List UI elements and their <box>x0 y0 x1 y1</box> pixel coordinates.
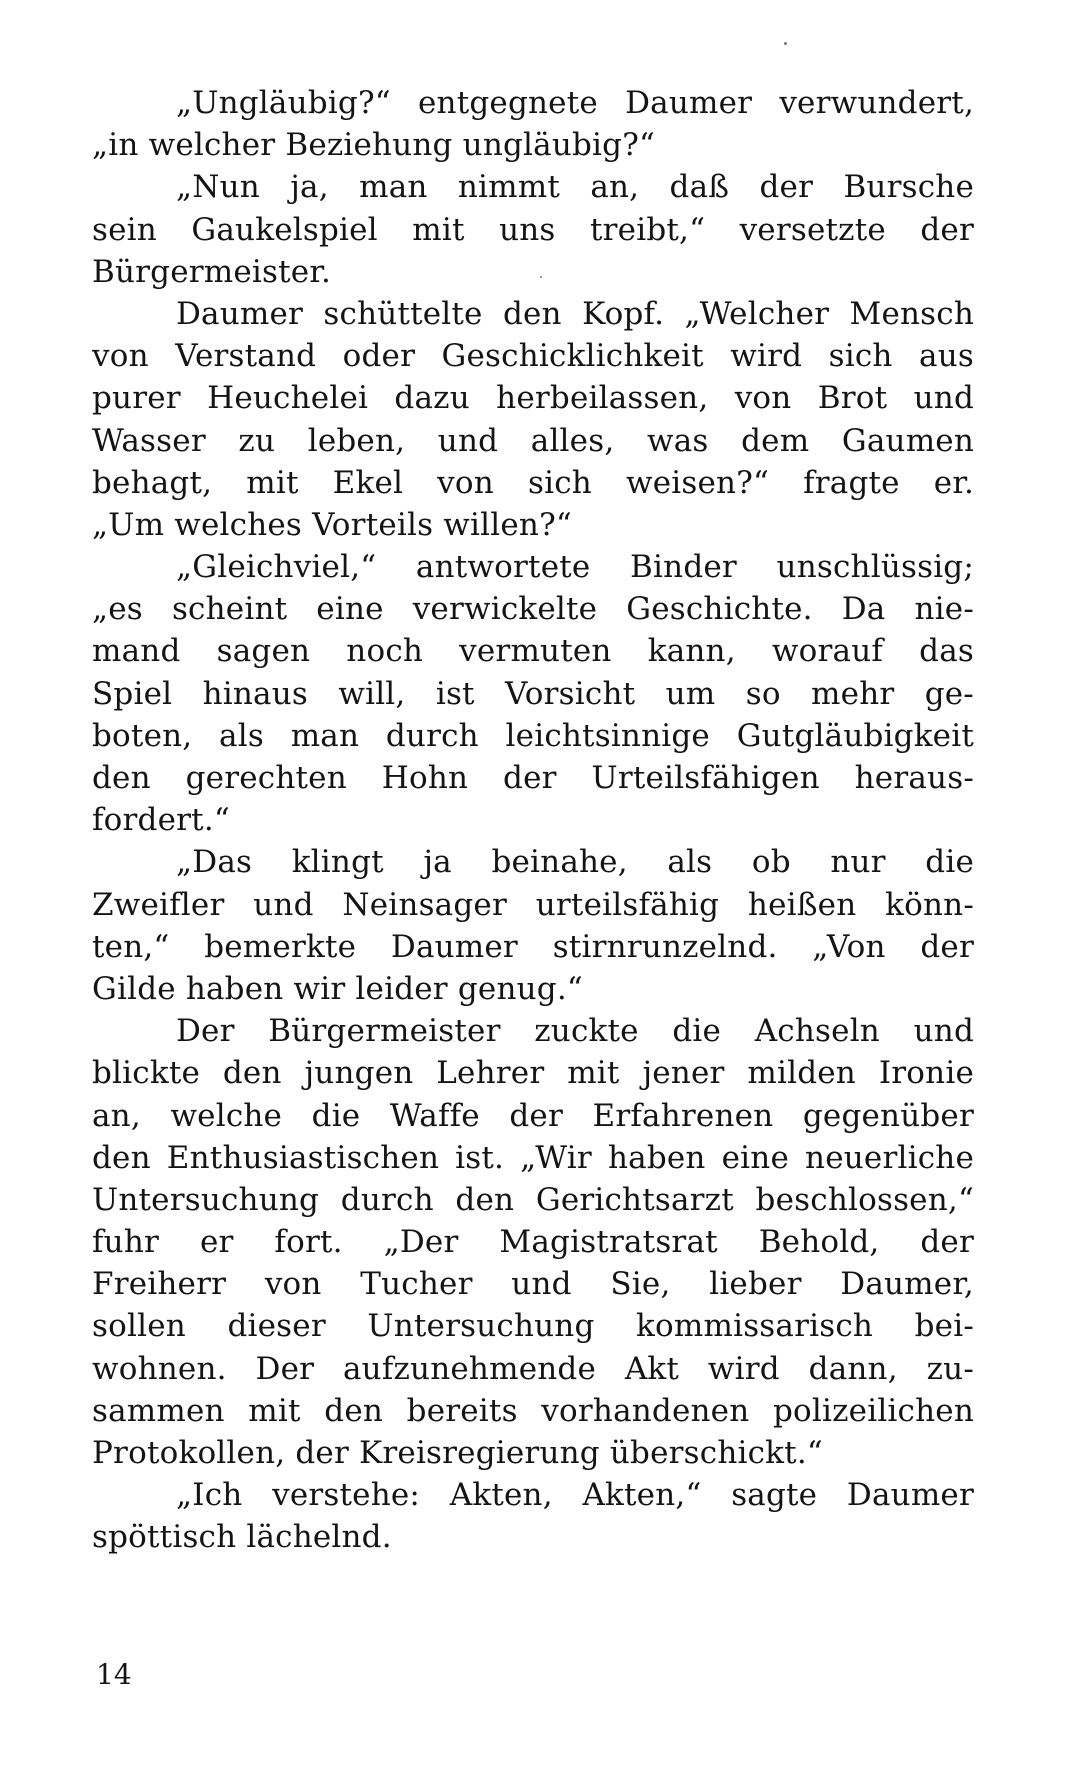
text-line: Freiherr von Tucher und Sie, lieber Daumer, <box>92 1266 974 1303</box>
text-line: Protokollen, der Kreisregierung überschickt.“ <box>92 1435 823 1471</box>
text-line: Zweifler und Neinsager urteilsfähig heißen könn- <box>92 886 974 923</box>
print-speck <box>784 42 787 45</box>
text-line: von Verstand oder Geschicklichkeit wird sich aus <box>92 338 974 375</box>
text-line: blickte den jungen Lehrer mit jener milden Ironie <box>92 1055 974 1092</box>
print-speck <box>540 276 542 278</box>
text-line: mand sagen noch vermuten kann, worauf das <box>92 633 974 670</box>
text-line: den Enthusiastischen ist. „Wir haben eine neuerliche <box>92 1139 974 1176</box>
text-line: Spiel hinaus will, ist Vorsicht um so mehr ge- <box>92 675 974 712</box>
text-line: fuhr er fort. „Der Magistratsrat Behold, der <box>92 1224 974 1261</box>
text-line: Daumer schüttelte den Kopf. „Welcher Mensch <box>176 295 974 332</box>
text-line: Der Bürgermeister zuckte die Achseln und <box>176 1013 974 1050</box>
text-line: „Das klingt ja beinahe, als ob nur die <box>176 844 974 881</box>
page-number: 14 <box>96 1658 132 1691</box>
text-line: „Um welches Vorteils willen?“ <box>92 506 572 543</box>
text-line: Untersuchung durch den Gerichtsarzt beschlossen,“ <box>92 1181 974 1218</box>
text-line: wohnen. Der aufzunehmende Akt wird dann, zu- <box>92 1350 974 1387</box>
text-line: purer Heuchelei dazu herbeilassen, von Brot und <box>92 380 974 417</box>
body-text <box>92 82 974 1559</box>
text-line: „Gleichviel,“ antwortete Binder unschlüssig; <box>176 549 974 586</box>
text-line: sollen dieser Untersuchung kommissarisch bei- <box>92 1308 974 1345</box>
text-line: ten,“ bemerkte Daumer stirnrunzelnd. „Von der <box>92 928 974 965</box>
text-line: „in welcher Beziehung ungläubig?“ <box>92 127 656 164</box>
text-line: sein Gaukelspiel mit uns treibt,“ versetzte der <box>92 211 974 248</box>
text-line: sammen mit den bereits vorhandenen polizeilichen <box>92 1392 974 1429</box>
text-line: boten, als man durch leichtsinnige Gutgläubigkeit <box>92 717 974 754</box>
text-line: fordert.“ <box>92 802 230 839</box>
text-line: „Ich verstehe: Akten, Akten,“ sagte Daumer <box>176 1477 974 1514</box>
text-line: behagt, mit Ekel von sich weisen?“ fragte er. <box>92 464 974 501</box>
text-line: Wasser zu leben, und alles, was dem Gaumen <box>92 422 974 459</box>
text-line: „es scheint eine verwickelte Geschichte. Da nie- <box>92 591 974 628</box>
text-line: spöttisch lächelnd. <box>92 1519 392 1556</box>
text-line: „Ungläubig?“ entgegnete Daumer verwundert, <box>176 85 974 121</box>
text-line: an, welche die Waffe der Erfahrenen gegenüber <box>92 1097 974 1134</box>
text-line: Bürgermeister. <box>92 253 332 290</box>
text-line: Gilde haben wir leider genug.“ <box>92 970 583 1007</box>
text-line: „Nun ja, man nimmt an, daß der Bursche <box>176 169 974 206</box>
text-line: den gerechten Hohn der Urteilsfähigen heraus- <box>92 760 974 796</box>
